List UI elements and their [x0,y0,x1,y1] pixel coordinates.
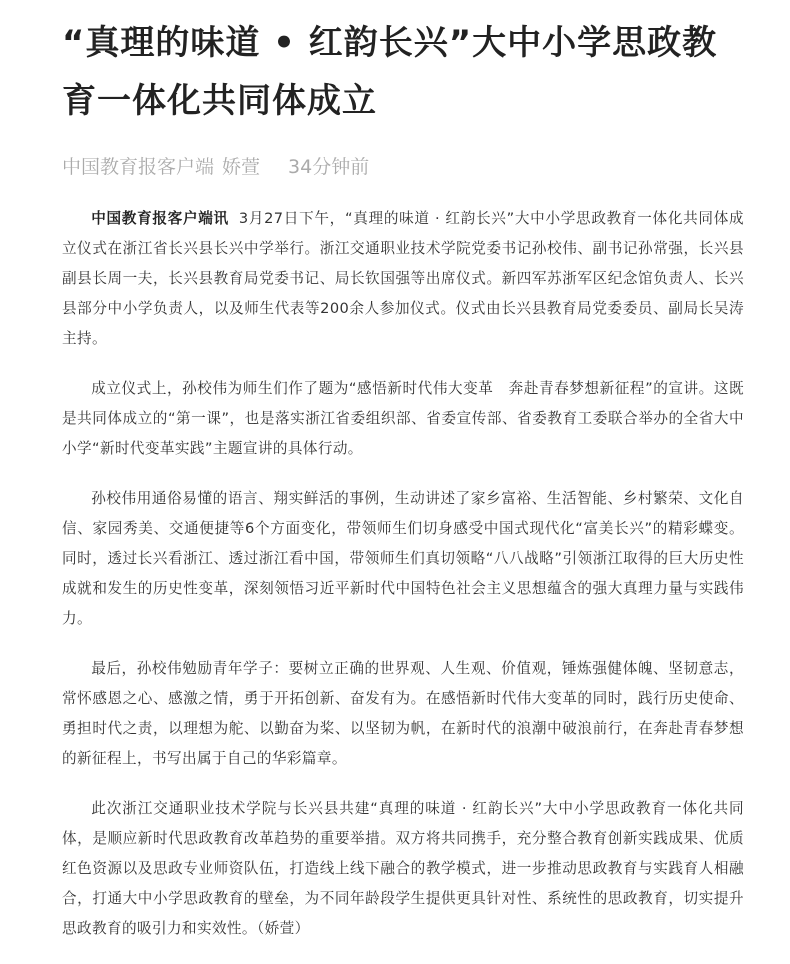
paragraph-3: 孙校伟用通俗易懂的语言、翔实鲜活的事例，生动讲述了家乡富裕、生活智能、乡村繁荣、文化自信、家园秀美、交通便捷等6个方面变化，带领师生们切身感受中国式现代化“富美长兴”的精彩蝶变。同时，透过长兴看浙江、透过浙江看中国，带领师生们真切领略“八八战略”引领浙江取得的巨大历史性成就和发生的历史性变革，深刻领悟习近平新时代中国特色社会主义思想蕴含的强大真理力量与实践伟力。 [62,490,744,627]
paragraph-1 [62,204,744,354]
paragraph-2: 成立仪式上，孙校伟为师生们作了题为“感悟新时代伟大变革 奔赴青春梦想新征程”的宣讲。这既是共同体成立的“第一课”，也是落实浙江省委组织部、省委宣传部、省委教育工委联合举办的全省大中小学“新时代变革实践”主题宣讲的具体行动。 [62,380,744,457]
paragraph-1-text: 3月27日下午，“真理的味道 · 红韵长兴”大中小学思政教育一体化共同体成立仪式在浙江省长兴县长兴中学举行。浙江交通职业技术学院党委书记孙校伟、副书记孙常强，长兴县副县长周一夫，长兴县教育局党委书记、局长钦国强等出席仪式。新四军苏浙军区纪念馆负责人、长兴县部分中小学负责人，以及师生代表等200余人参加仪式。仪式由长兴县教育局党委委员、副局长吴涛主持。 [62,210,744,347]
dateline: 中国教育报客户端讯 [91,210,229,227]
article [62,14,744,964]
paragraph-4: 最后，孙校伟勉励青年学子：要树立正确的世界观、人生观、价值观，锤炼强健体魄、坚韧意志，常怀感恩之心、感激之情，勇于开拓创新、奋发有为。在感悟新时代伟大变革的同时，践行历史使命、勇担时代之责，以理想为舵、以勤奋为桨、以坚韧为帆，在新时代的浪潮中破浪前行，在奔赴青春梦想的新征程上，书写出属于自己的华彩篇章。 [62,660,744,767]
author-name: 娇萱 [222,156,261,178]
paragraph-5: 此次浙江交通职业技术学院与长兴县共建“真理的味道 · 红韵长兴”大中小学思政教育一体化共同体，是顺应新时代思政教育改革趋势的重要举措。双方将共同携手，充分整合教育创新实践成果、优质红色资源以及思政专业师资队伍，打造线上线下融合的教学模式，进一步推动思政教育与实践育人相融合，打通大中小学思政教育的壁垒，为不同年龄段学生提供更具针对性、系统性的思政教育，切实提升思政教育的吸引力和实效性。（娇萱） [62,800,744,937]
article-title: “真理的味道 • 红韵长兴”大中小学思政教育一体化共同体成立 [62,23,718,121]
article-body [62,204,744,944]
article-meta [62,152,744,182]
source-label: 中国教育报客户端 [62,156,215,178]
publish-time: 34分钟前 [288,156,370,178]
